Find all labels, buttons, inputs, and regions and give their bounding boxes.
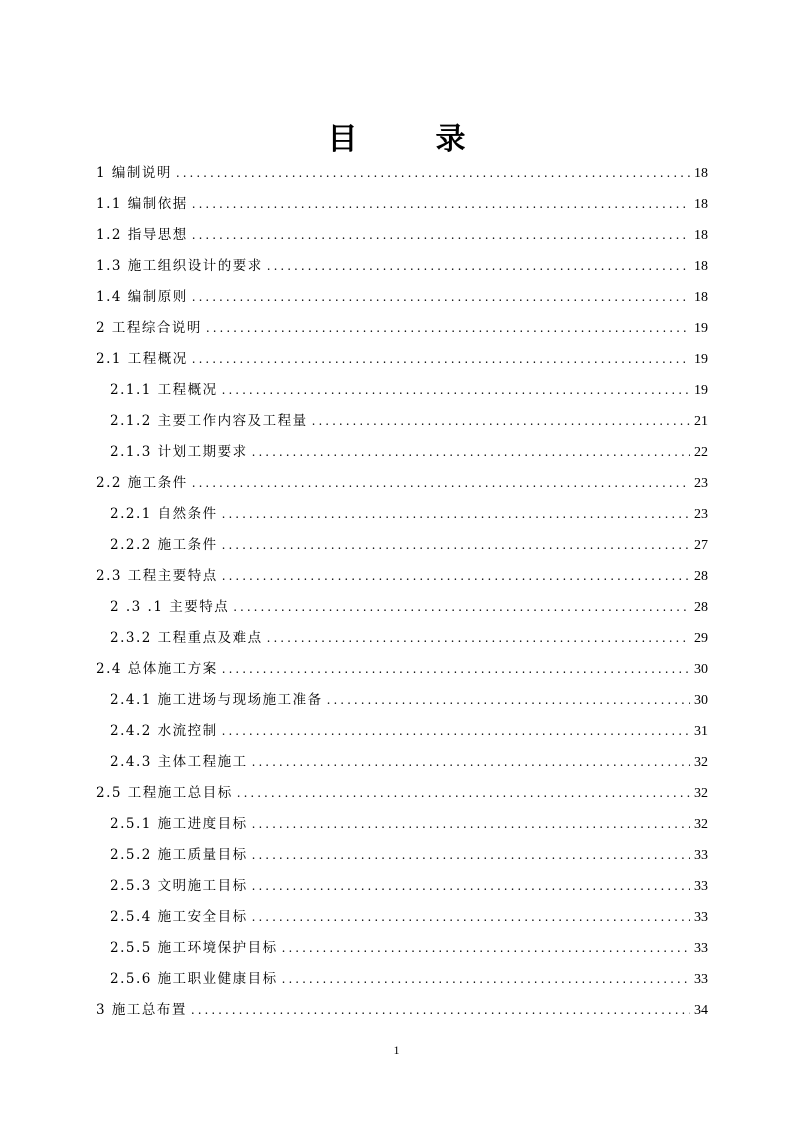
toc-dot-leader [222,654,690,685]
toc-dot-leader [191,995,690,1026]
toc-entry-page: 19 [694,383,708,398]
toc-entry-label: 2.1.2 主要工作内容及工程量 [110,413,308,429]
toc-dot-leader [252,840,690,871]
toc-entry[interactable] [96,189,708,220]
toc-entry-label: 2.2.2 施工条件 [110,537,218,553]
toc-entry-page: 30 [694,693,708,708]
toc-entry[interactable] [96,468,708,499]
toc-entry-label: 2.2.1 自然条件 [110,506,218,522]
toc-entry-page: 33 [694,879,708,894]
toc-entry-page: 19 [694,321,708,336]
toc-entry-label: 2.4.2 水流控制 [110,723,218,739]
toc-entry[interactable] [96,778,708,809]
toc-entry-label: 2.1 工程概况 [96,351,188,367]
toc-entry[interactable] [96,530,708,561]
toc-dot-leader [222,561,690,592]
toc-entry[interactable] [96,716,708,747]
toc-entry-label: 2.3 工程主要特点 [96,568,218,584]
toc-entry-page: 28 [694,600,708,615]
toc-entry[interactable] [96,623,708,654]
toc-dot-leader [267,623,690,654]
toc-dot-leader [252,871,690,902]
toc-entry[interactable] [96,871,708,902]
toc-entry-label: 1.2 指导思想 [96,227,188,243]
toc-entry-page: 29 [694,631,708,646]
toc-dot-leader [252,809,690,840]
toc-entry-page: 19 [694,352,708,367]
toc-entry[interactable] [96,592,708,623]
toc-dot-leader [206,313,690,344]
toc-entry-label: 2.5.4 施工安全目标 [110,909,248,925]
toc-entry[interactable] [96,840,708,871]
toc-entry-label: 2.1.3 计划工期要求 [110,444,248,460]
toc-entry-page: 30 [694,662,708,677]
toc-dot-leader [192,220,690,251]
toc-entry-label: 2.5.2 施工质量目标 [110,847,248,863]
toc-entry-page: 34 [694,1003,708,1018]
toc-entry-page: 18 [694,290,708,305]
toc-entry[interactable] [96,902,708,933]
toc-entry-page: 32 [694,755,708,770]
toc-entry-label: 2.5.1 施工进度目标 [110,816,248,832]
toc-entry[interactable] [96,437,708,468]
toc-entry-label: 3 施工总布置 [96,1002,187,1018]
toc-entry-page: 33 [694,941,708,956]
toc-entry-page: 18 [694,197,708,212]
toc-dot-leader [233,592,690,623]
toc-entry-page: 18 [694,228,708,243]
toc-entry[interactable] [96,282,708,313]
toc-entry[interactable] [96,375,708,406]
toc-entry[interactable] [96,685,708,716]
toc-dot-leader [176,158,690,189]
toc-entry-page: 21 [694,414,708,429]
toc-dot-leader [252,747,690,778]
toc-entry-page: 33 [694,848,708,863]
toc-entry-page: 22 [694,445,708,460]
toc-dot-leader [252,437,690,468]
toc-entry[interactable] [96,964,708,995]
toc-entry[interactable] [96,809,708,840]
toc-dot-leader [222,530,690,561]
toc-entry[interactable] [96,158,708,189]
toc-entry-label: 2.5.6 施工职业健康目标 [110,971,278,987]
toc-entry-label: 2.5.5 施工环境保护目标 [110,940,278,956]
toc-entry-page: 18 [694,259,708,274]
toc-entry-page: 32 [694,786,708,801]
toc-entry-label: 2.4.3 主体工程施工 [110,754,248,770]
toc-entry-page: 32 [694,817,708,832]
toc-entry[interactable] [96,313,708,344]
toc-entry-label: 2.4.1 施工进场与现场施工准备 [110,692,323,708]
toc-entry-label: 2.5.3 文明施工目标 [110,878,248,894]
toc-entry[interactable] [96,995,708,1026]
toc-entry[interactable] [96,499,708,530]
toc-entry-label: 2 工程综合说明 [96,320,202,336]
toc-entry-label: 1.3 施工组织设计的要求 [96,258,263,274]
toc-entry-label: 1.4 编制原则 [96,289,188,305]
toc-entry-page: 33 [694,910,708,925]
toc-entry[interactable] [96,344,708,375]
toc-dot-leader [192,282,690,313]
toc-entry-label: 2 .3 .1 主要特点 [110,599,230,615]
toc-dot-leader [222,375,690,406]
toc-entry[interactable] [96,933,708,964]
toc-entry-page: 23 [694,476,708,491]
toc-entry-page: 27 [694,538,708,553]
toc-entry-label: 2.5 工程施工总目标 [96,785,233,801]
toc-entry-label: 2.1.1 工程概况 [110,382,218,398]
toc-entry[interactable] [96,654,708,685]
toc-dot-leader [192,344,690,375]
toc-dot-leader [327,685,690,716]
toc-entry[interactable] [96,747,708,778]
toc-dot-leader [282,964,690,995]
toc-dot-leader [282,933,690,964]
toc-entry-label: 1.1 编制依据 [96,196,188,212]
toc-entry-label: 2.2 施工条件 [96,475,188,491]
toc-dot-leader [192,468,690,499]
toc-entry-label: 2.4 总体施工方案 [96,661,218,677]
toc-dot-leader [252,902,690,933]
toc-dot-leader [192,189,690,220]
page-number: 1 [393,1043,400,1057]
toc-entry-label: 1 编制说明 [96,165,172,181]
toc-entry-page: 28 [694,569,708,584]
page-title: 目 录 [327,122,490,157]
toc-entry[interactable] [96,251,708,282]
toc-dot-leader [312,406,690,437]
toc-dot-leader [222,499,690,530]
toc-entry-page: 18 [694,166,708,181]
toc-entry[interactable] [96,406,708,437]
toc-entry[interactable] [96,220,708,251]
toc-dot-leader [222,716,690,747]
toc-entry-page: 31 [694,724,708,739]
toc-dot-leader [237,778,690,809]
toc-entry-label: 2.3.2 工程重点及难点 [110,630,263,646]
toc-dot-leader [267,251,690,282]
toc-entry-page: 23 [694,507,708,522]
toc-entry[interactable] [96,561,708,592]
toc-entry-page: 33 [694,972,708,987]
table-of-contents [96,158,708,1026]
